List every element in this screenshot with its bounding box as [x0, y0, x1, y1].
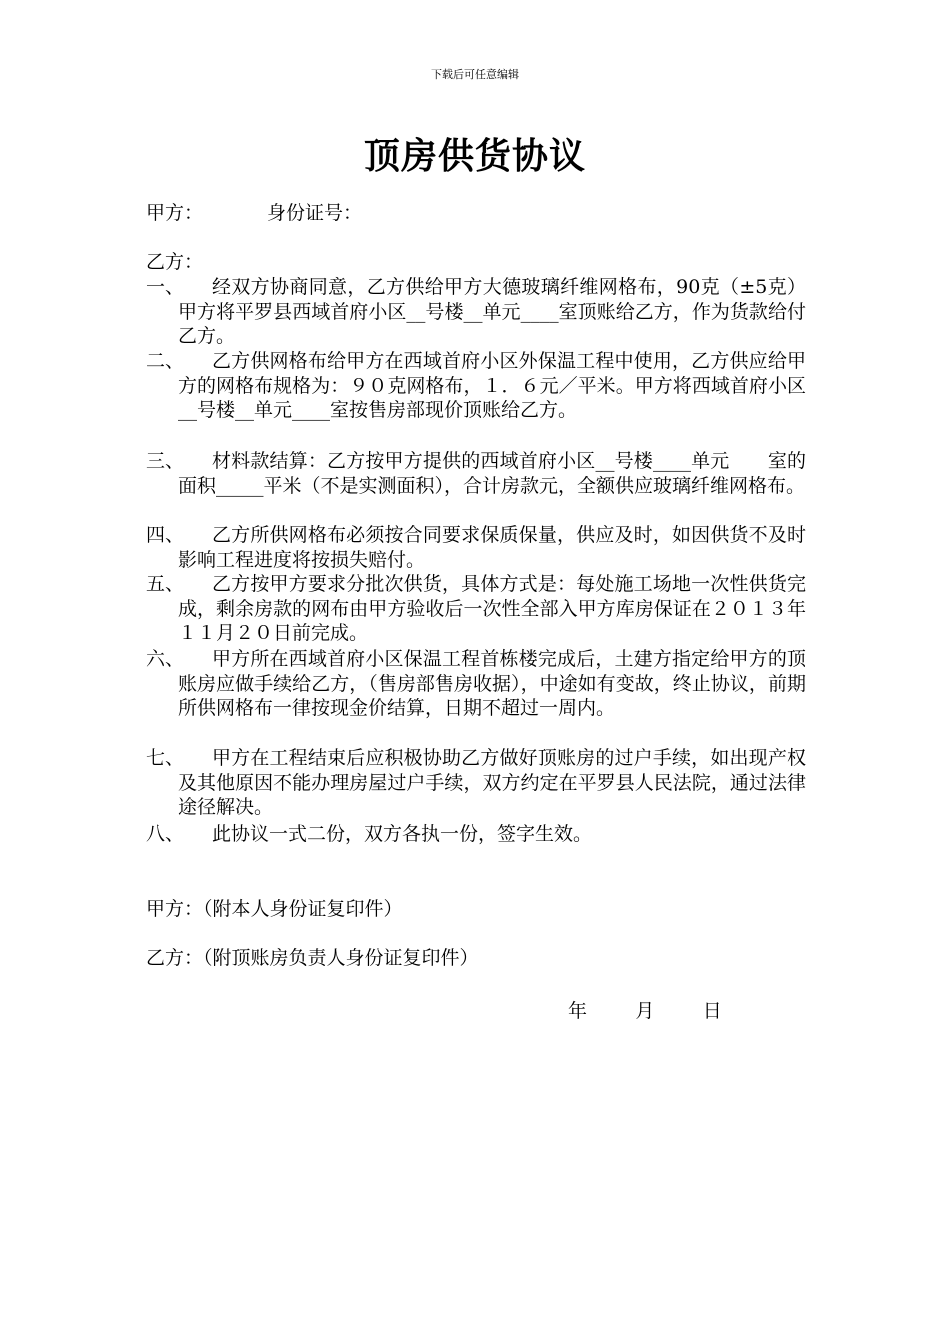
signature-party-b: 乙方：（附顶账房负责人身份证复印件）: [146, 947, 479, 969]
party-b-label: 乙方：: [146, 251, 204, 273]
clause-text: 此协议一式二份，双方各执一份，签字生效。: [212, 823, 593, 845]
clause-2: [146, 349, 806, 423]
signing-date: [568, 996, 722, 1023]
party-a-label: 甲方：: [146, 202, 204, 224]
date-year: 年: [568, 1000, 588, 1022]
id-number-label: 身份证号：: [267, 202, 363, 224]
date-month: 月: [635, 1000, 655, 1022]
clause-text: 乙方供网格布给甲方在西域首府小区外保温工程中使用，乙方供应给甲方的网格布规格为：９０克网格布，１．６元／平米。甲方将西域首府小区__号楼__单元____室按售房部现价顶账给乙方。: [178, 350, 806, 421]
clause-number: 三、: [146, 450, 185, 472]
clause-text: 甲方在工程结束后应积极协助乙方做好顶账房的过户手续，如出现产权及其他原因不能办理房屋过户手续，双方约定在平罗县人民法院，通过法律途径解决。: [178, 747, 806, 818]
clause-1: [146, 275, 806, 349]
clause-number: 五、: [146, 573, 185, 595]
clause-number: 二、: [146, 350, 185, 372]
clause-number: 一、: [146, 276, 185, 298]
clause-7: [146, 746, 806, 820]
clause-3: [146, 449, 806, 498]
clause-6: [146, 647, 806, 721]
party-a-line: [146, 201, 362, 225]
clause-text: 材料款结算：乙方按甲方提供的西域首府小区__号楼____单元 室的面积_____平米（不是实测面积），合计房款元，全额供应玻璃纤维网格布。: [178, 450, 806, 497]
clause-text: 甲方所在西域首府小区保温工程首栋楼完成后，土建方指定给甲方的顶账房应做手续给乙方，（售房部售房收据），中途如有变故，终止协议，前期所供网格布一律按现金价结算，日期不超过一周内。: [178, 648, 806, 719]
clause-5: [146, 572, 806, 646]
page-header-note: 下载后可任意编辑: [431, 68, 519, 81]
document-title: 顶房供货协议: [363, 135, 586, 177]
clause-text: 乙方按甲方要求分批次供货，具体方式是：每处施工场地一次性供货完成，剩余房款的网布由甲方验收后一次性全部入甲方库房保证在２０１３年１１月２０日前完成。: [178, 573, 806, 644]
clause-text: 乙方所供网格布必须按合同要求保质保量，供应及时，如因供货不及时影响工程进度将按损失赔付。: [178, 524, 806, 571]
clause-text: 经双方协商同意，乙方供给甲方大德玻璃纤维网格布，90克（±5克）甲方将平罗县西域首府小区__号楼__单元____室顶账给乙方，作为货款给付乙方。: [178, 276, 806, 347]
clause-number: 六、: [146, 648, 185, 670]
signature-party-a: 甲方：（附本人身份证复印件）: [146, 898, 403, 920]
clause-number: 八、: [146, 823, 185, 845]
clause-4: [146, 523, 806, 572]
clause-number: 七、: [146, 747, 185, 769]
clause-8: [146, 822, 806, 847]
clause-number: 四、: [146, 524, 185, 546]
date-day: 日: [702, 1000, 722, 1022]
